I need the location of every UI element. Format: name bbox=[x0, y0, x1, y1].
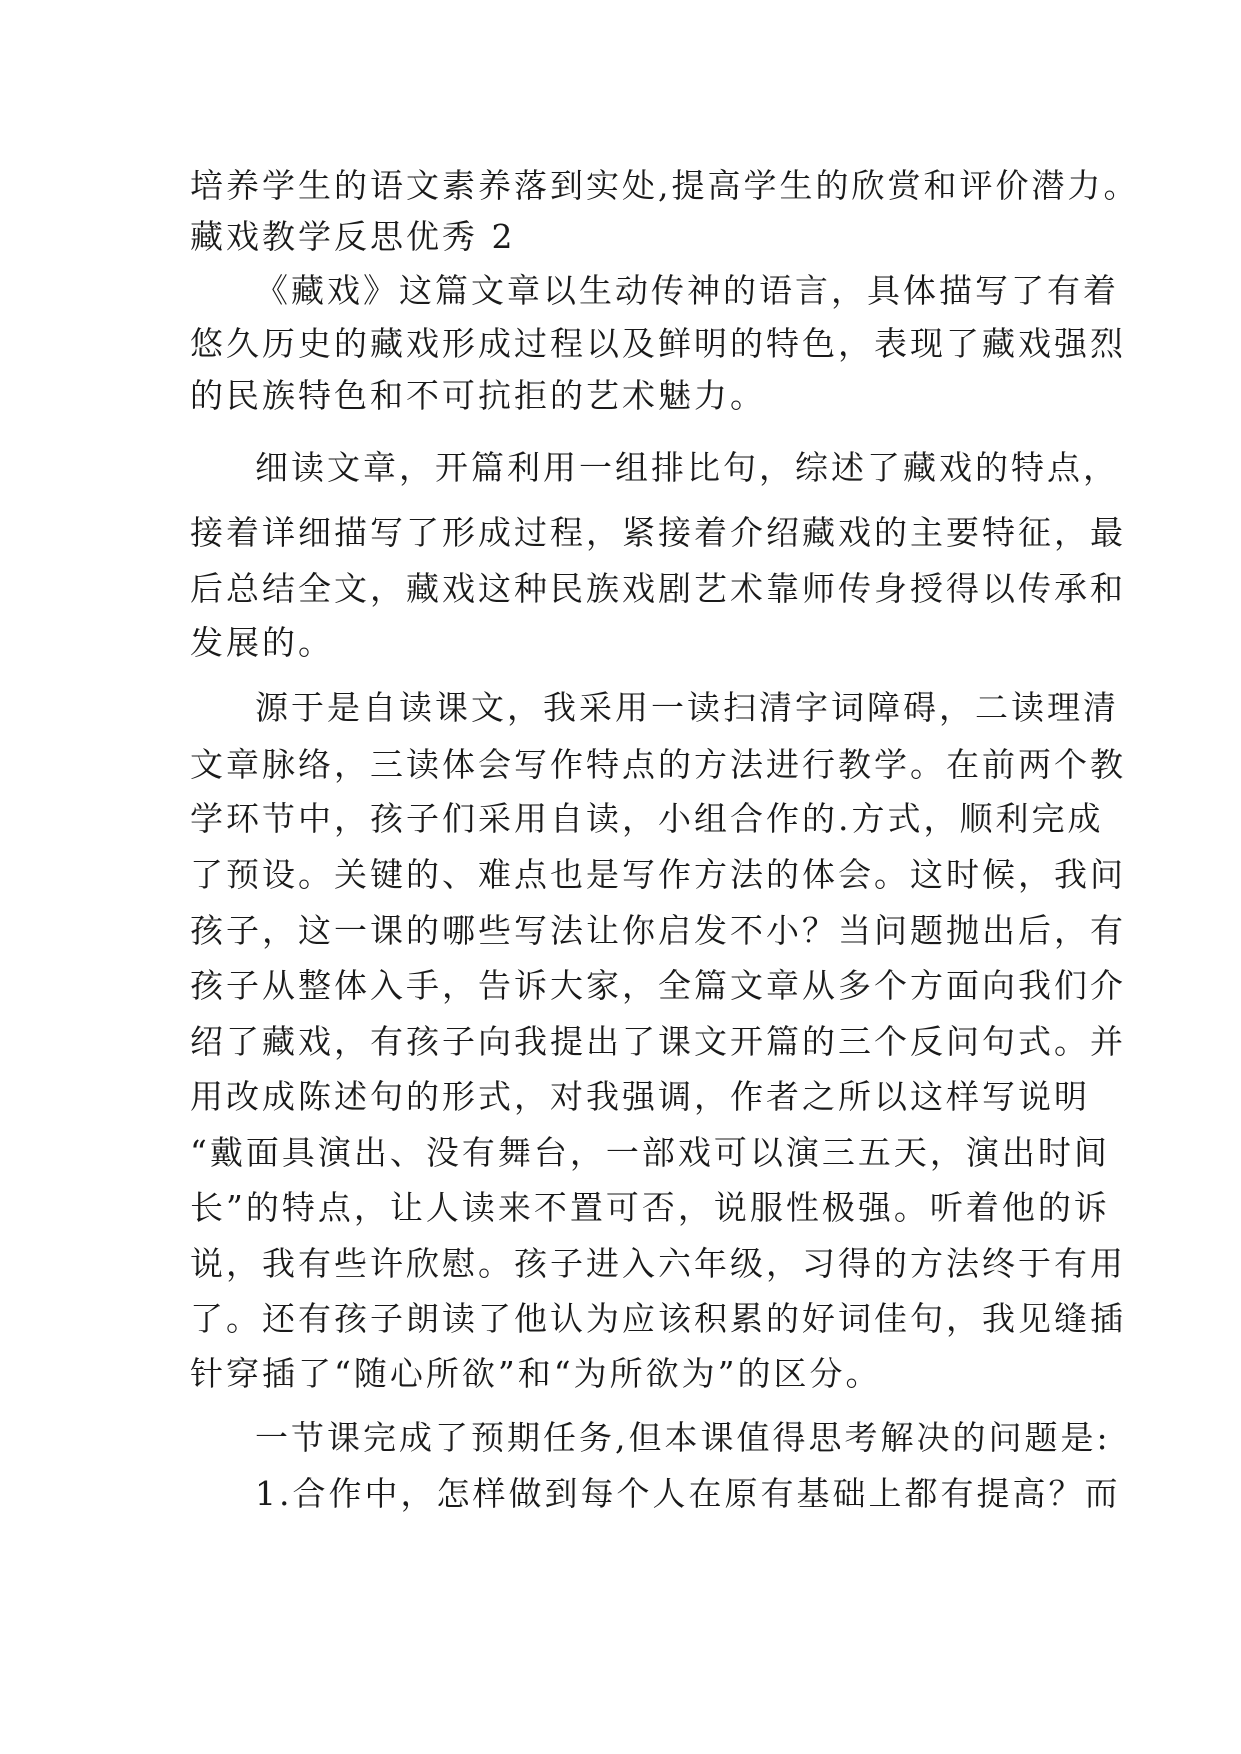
paragraph-line: 后总结全文，藏戏这种民族戏剧艺术靠师传身授得以传承和 bbox=[190, 569, 1126, 608]
paragraph-line: 长”的特点，让人读来不置可否，说服性极强。听着他的诉 bbox=[190, 1188, 1110, 1227]
paragraph-line: 源于是自读课文，我采用一读扫清字词障碍，二读理清 bbox=[255, 688, 1119, 727]
paragraph-line: 1.合作中，怎样做到每个人在原有基础上都有提高？而 bbox=[255, 1474, 1121, 1513]
section-heading: 藏戏教学反思优秀 2 bbox=[190, 217, 516, 256]
paragraph-line: 孩子，这一课的哪些写法让你启发不小？当问题抛出后，有 bbox=[190, 911, 1126, 950]
paragraph-line: 说，我有些许欣慰。孩子进入六年级，习得的方法终于有用 bbox=[190, 1244, 1126, 1283]
paragraph-line: 了。还有孩子朗读了他认为应该积累的好词佳句，我见缝插 bbox=[190, 1299, 1126, 1338]
paragraph-line: 了预设。关键的、难点也是写作方法的体会。这时候，我问 bbox=[190, 855, 1126, 894]
paragraph-line: 悠久历史的藏戏形成过程以及鲜明的特色，表现了藏戏强烈 bbox=[190, 324, 1126, 363]
paragraph-line: 学环节中，孩子们采用自读，小组合作的.方式，顺利完成 bbox=[190, 799, 1104, 838]
paragraph-line: 文章脉络，三读体会写作特点的方法进行教学。在前两个教 bbox=[190, 745, 1126, 784]
paragraph-line: 接着详细描写了形成过程，紧接着介绍藏戏的主要特征，最 bbox=[190, 513, 1126, 552]
paragraph-line: 的民族特色和不可抗拒的艺术魅力。 bbox=[190, 376, 766, 415]
paragraph-line: 用改成陈述句的形式，对我强调，作者之所以这样写说明 bbox=[190, 1077, 1090, 1116]
paragraph-line: 发展的。 bbox=[190, 623, 334, 662]
paragraph-line: 《藏戏》这篇文章以生动传神的语言，具体描写了有着 bbox=[255, 271, 1119, 310]
paragraph-line: 绍了藏戏，有孩子向我提出了课文开篇的三个反问句式。并 bbox=[190, 1022, 1126, 1061]
paragraph-line: 针穿插了“随心所欲”和“为所欲为”的区分。 bbox=[190, 1354, 882, 1393]
paragraph-line: 孩子从整体入手，告诉大家，全篇文章从多个方面向我们介 bbox=[190, 966, 1126, 1005]
paragraph-line: 一节课完成了预期任务,但本课值得思考解决的问题是: bbox=[255, 1418, 1111, 1457]
paragraph-line: 培养学生的语文素养落到实处,提高学生的欣赏和评价潜力。 bbox=[190, 166, 1140, 205]
paragraph-line: “戴面具演出、没有舞台，一部戏可以演三五天，演出时间 bbox=[190, 1133, 1110, 1172]
paragraph-line: 细读文章，开篇利用一组排比句，综述了藏戏的特点， bbox=[255, 448, 1119, 487]
